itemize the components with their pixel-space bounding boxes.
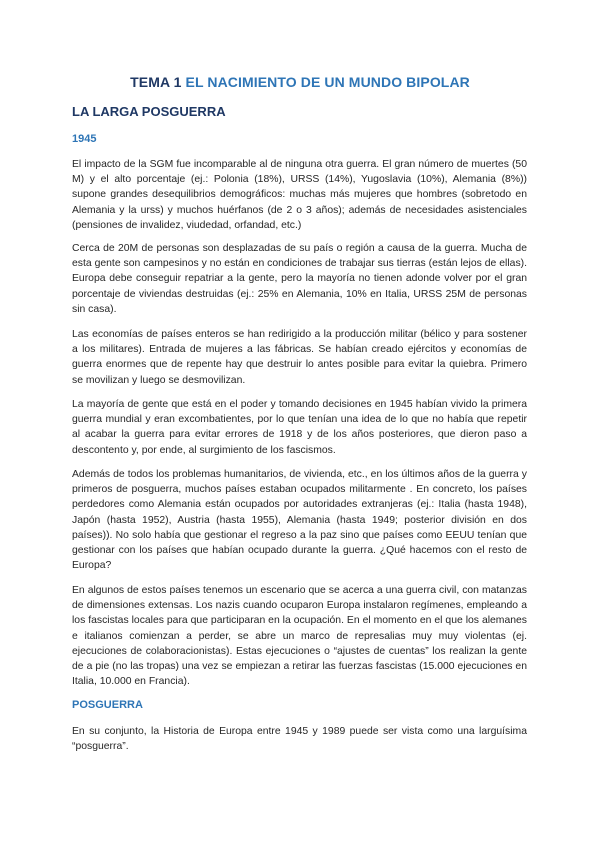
paragraph-6: En algunos de estos países tenemos un escenario que se acerca a una guerra civil, con matanzas de dimensiones extensas. Los nazis cuando ocuparon Europa instalaron regímenes, empleando a los fascistas locales para que participaran en la ocupación. En el momento en el que los alemanes e italianos comienzan a perder, se abre un marco de represalias muy muy violentas (ej. ejecuciones de colaboracionistas). Estas ejecuciones o “ajustes de cuentas” los realizan la gente de a pie (no las tropas) una vez se empiezan a retirar las fuerzas fascistas (15.000 ejecuciones en Italia, 10.000 en Francia). xyxy=(72,585,527,688)
paragraph-5: Además de todos los problemas humanitarios, de vivienda, etc., en los últimos años de la guerra y primeros de posguerra, muchos países estaban ocupados militarmente . En concreto, los países perdedores como Alemania están ocupados por autoridades extranjeras (ej.: Italia (hasta 1948), Japón (hasta 1952), Austria (hasta 1955), Alemania (hasta 1949; posterior división en dos países)). No solo había que gestionar el regreso a la paz sino que países como EEUU tenían que gestionar con los países que habían ocupado durante la guerra. ¿Qué hacemos con el resto de Europa? xyxy=(72,469,527,572)
paragraph-1: El impacto de la SGM fue incomparable al de ninguna otra guerra. El gran número de muertes (50 M) y el alto porcentaje (ej.: Polonia (18%), URSS (14%), Yugoslavia (10%), Alemania (8%)) supone grandes desequilibrios demográficos: muchas más mujeres que hombres (sobretodo en Alemania y la urss) y muchos huérfanos (de 2 o 3 años); además de necesidades asistenciales (pensiones de invalidez, viudedad, orfandad, etc.) xyxy=(72,159,527,231)
paragraph-2: Cerca de 20M de personas son desplazadas de su país o región a causa de la guerra. Mucha de esta gente son campesinos y no están en condiciones de trabajar sus tierras (están lejos de ellas). Europa debe conseguir repatriar a la gente, pero la mayoría no tienen adonde volver por el gran porcentaje de viviendas destruidas (ej.: 25% en Alemania, 10% en Italia, URSS 25M de personas sin casa). xyxy=(72,243,527,315)
paragraph-3: Las economías de países enteros se han redirigido a la producción militar (bélico y para sostener a los militares). Entrada de mujeres a las fábricas. Se habían creado ejércitos y economías de guerra enormes que de repente hay que destruir lo antes posible para evitar la quiebra. Primero se movilizan y luego se desmovilizan. xyxy=(72,329,527,386)
page-title xyxy=(0,74,600,90)
paragraph-4: La mayoría de gente que está en el poder y tomando decisiones en 1945 habían vivido la primera guerra mundial y eran excombatientes, por lo que tenían una idea de lo que no había que repetir al acabar la guerra para evitar errores de 1918 y de los años posteriores, que dieron paso a descontento y, por ende, al surgimiento de los fascismos. xyxy=(72,399,527,456)
subheading-posguerra: POSGUERRA xyxy=(72,699,143,711)
subheading-1945: 1945 xyxy=(72,133,97,145)
title-main: EL NACIMIENTO DE UN MUNDO BIPOLAR xyxy=(185,74,470,90)
section-heading-larga-posguerra: LA LARGA POSGUERRA xyxy=(72,104,226,119)
paragraph-7: En su conjunto, la Historia de Europa entre 1945 y 1989 puede ser vista como una larguísima “posguerra”. xyxy=(72,726,527,753)
title-number: TEMA 1 xyxy=(130,74,182,90)
